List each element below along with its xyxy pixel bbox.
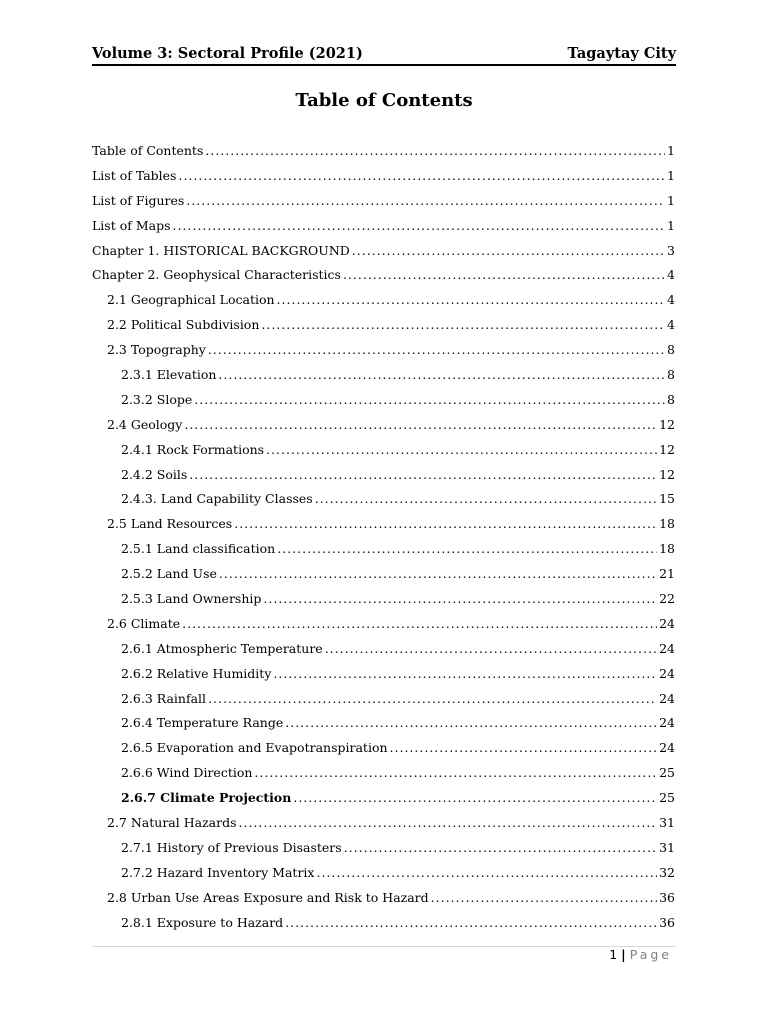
toc-entry-page: 18: [659, 541, 675, 557]
footer-page-number: 1: [609, 947, 618, 962]
toc-dot-leader: [182, 612, 657, 637]
toc-entry-label: 2.6.5 Evaporation and Evapotranspiration: [121, 740, 388, 756]
toc-entry-page: 1: [667, 217, 675, 233]
toc-dot-leader: [293, 786, 657, 811]
toc-entry-label: 2.3.2 Slope: [121, 391, 193, 407]
toc-entry[interactable]: [92, 413, 675, 438]
toc-entry-page: 24: [659, 615, 675, 631]
header-document-title: Volume 3: Sectoral Profile (2021): [92, 45, 363, 62]
toc-dot-leader: [234, 512, 657, 537]
toc-entry-label: 2.7.2 Hazard Inventory Matrix: [121, 864, 315, 880]
toc-dot-leader: [285, 711, 657, 736]
toc-entry[interactable]: [92, 836, 675, 861]
toc-entry-label: 2.3 Topography: [107, 342, 206, 358]
toc-entry-label: 2.3.1 Elevation: [121, 367, 217, 383]
toc-entry[interactable]: [92, 263, 675, 288]
toc-entry[interactable]: [92, 338, 675, 363]
toc-entry-label: 2.4 Geology: [107, 416, 183, 432]
toc-entry-label: 2.4.2 Soils: [121, 466, 188, 482]
toc-entry-page: 15: [659, 491, 675, 507]
toc-entry-page: 24: [659, 690, 675, 706]
toc-entry[interactable]: [92, 687, 675, 712]
toc-entry-label: List of Tables: [92, 167, 177, 183]
toc-entry[interactable]: [92, 911, 675, 936]
toc-dot-leader: [184, 413, 657, 438]
toc-entry-page: 31: [659, 839, 675, 855]
page-title: Table of Contents: [295, 90, 473, 111]
toc-entry-label: 2.5.3 Land Ownership: [121, 591, 262, 607]
toc-entry-page: 24: [659, 665, 675, 681]
toc-entry[interactable]: [92, 463, 675, 488]
toc-entry[interactable]: [92, 886, 675, 911]
toc-dot-leader: [219, 562, 657, 587]
toc-entry[interactable]: [92, 388, 675, 413]
toc-entry[interactable]: [92, 612, 675, 637]
toc-dot-leader: [218, 363, 665, 388]
toc-entry-page: 22: [659, 591, 675, 607]
toc-entry-label: 2.6.3 Rainfall: [121, 690, 207, 706]
toc-entry[interactable]: [92, 811, 675, 836]
toc-dot-leader: [390, 736, 658, 761]
toc-entry-page: 4: [667, 317, 675, 333]
toc-entry-label: 2.8.1 Exposure to Hazard: [121, 914, 284, 930]
toc-entry-page: 3: [667, 242, 675, 258]
toc-dot-leader: [239, 811, 658, 836]
toc-dot-leader: [431, 886, 657, 911]
toc-entry[interactable]: [92, 288, 675, 313]
toc-entry-label: 2.6 Climate: [107, 615, 181, 631]
toc-entry-page: 8: [667, 342, 675, 358]
toc-entry-label: 2.6.7 Climate Projection: [121, 790, 292, 806]
toc-entry-page: 4: [667, 292, 675, 308]
toc-dot-leader: [261, 313, 665, 338]
toc-entry-label: 2.6.2 Relative Humidity: [121, 665, 272, 681]
toc-entry-label: 2.8 Urban Use Areas Exposure and Risk to Hazard: [107, 889, 429, 905]
toc-entry-label: Chapter 2. Geophysical Characteristics: [92, 267, 341, 283]
footer-page-word: Page: [629, 947, 672, 962]
toc-entry[interactable]: [92, 861, 675, 886]
toc-entry-label: 2.2 Political Subdivision: [107, 317, 260, 333]
toc-entry-page: 31: [659, 815, 675, 831]
toc-entry[interactable]: [92, 164, 675, 189]
toc-entry-page: 24: [659, 715, 675, 731]
toc-entry[interactable]: [92, 139, 675, 164]
header-city-name: Tagaytay City: [567, 45, 676, 62]
toc-entry[interactable]: [92, 512, 675, 537]
toc-dot-leader: [178, 164, 665, 189]
toc-dot-leader: [208, 687, 657, 712]
toc-entry-label: 2.6.1 Atmospheric Temperature: [121, 640, 323, 656]
toc-entry-page: 8: [667, 391, 675, 407]
toc-dot-leader: [325, 637, 657, 662]
toc-entry-label: 2.1 Geographical Location: [107, 292, 275, 308]
toc-dot-leader: [194, 388, 665, 413]
toc-entry-label: Table of Contents: [92, 143, 204, 158]
toc-entry-page: 8: [667, 367, 675, 383]
table-of-contents: [92, 139, 675, 936]
toc-dot-leader: [266, 438, 657, 463]
toc-entry[interactable]: [92, 214, 675, 239]
toc-entry-label: 2.6.4 Temperature Range: [121, 715, 284, 731]
toc-entry-page: 36: [659, 914, 675, 930]
toc-entry-page: 25: [659, 790, 675, 806]
toc-dot-leader: [277, 288, 666, 313]
toc-entry-page: 1: [667, 192, 675, 208]
toc-entry[interactable]: [92, 537, 675, 562]
toc-entry-page: 32: [659, 864, 675, 880]
toc-entry[interactable]: [92, 487, 675, 512]
toc-entry[interactable]: [92, 313, 675, 338]
toc-entry-label: 2.6.6 Wind Direction: [121, 765, 253, 781]
toc-entry-page: 25: [659, 765, 675, 781]
toc-entry[interactable]: [92, 562, 675, 587]
toc-entry[interactable]: [92, 736, 675, 761]
toc-entry-page: 12: [659, 466, 675, 482]
toc-dot-leader: [343, 263, 665, 288]
toc-dot-leader: [277, 537, 657, 562]
toc-entry-label: Chapter 1. HISTORICAL BACKGROUND: [92, 242, 350, 258]
toc-dot-leader: [285, 911, 657, 936]
toc-entry[interactable]: [92, 363, 675, 388]
toc-entry[interactable]: [92, 761, 675, 786]
toc-dot-leader: [254, 761, 657, 786]
toc-dot-leader: [315, 487, 657, 512]
footer-separator: |: [621, 947, 626, 962]
toc-entry[interactable]: [92, 438, 675, 463]
toc-entry[interactable]: [92, 786, 675, 811]
toc-entry-page: 4: [667, 267, 675, 283]
toc-entry[interactable]: [92, 189, 675, 214]
toc-entry[interactable]: [92, 239, 675, 264]
toc-dot-leader: [186, 189, 665, 214]
toc-entry-page: 36: [659, 889, 675, 905]
toc-entry-page: 12: [659, 441, 675, 457]
toc-dot-leader: [273, 662, 657, 687]
toc-entry[interactable]: [92, 662, 675, 687]
toc-entry-label: 2.4.3. Land Capability Classes: [121, 491, 313, 507]
toc-dot-leader: [263, 587, 657, 612]
toc-entry[interactable]: [92, 587, 675, 612]
toc-dot-leader: [208, 338, 665, 363]
toc-entry-label: 2.5 Land Resources: [107, 516, 233, 532]
toc-entry-page: 24: [659, 740, 675, 756]
toc-entry-label: List of Maps: [92, 217, 171, 233]
toc-dot-leader: [344, 836, 657, 861]
toc-dot-leader: [352, 239, 665, 264]
toc-entry-page: 1: [667, 167, 675, 183]
toc-entry-page: 21: [659, 566, 675, 582]
toc-entry-label: 2.7.1 History of Previous Disasters: [121, 839, 342, 855]
toc-dot-leader: [316, 861, 657, 886]
toc-entry-label: 2.5.1 Land classification: [121, 541, 276, 557]
toc-entry[interactable]: [92, 637, 675, 662]
toc-entry-label: 2.5.2 Land Use: [121, 566, 217, 582]
page-footer: [609, 947, 672, 962]
toc-entry[interactable]: [92, 711, 675, 736]
page-header: [92, 42, 676, 66]
toc-entry-page: 12: [659, 416, 675, 432]
toc-entry-page: 1: [667, 143, 675, 158]
toc-entry-page: 18: [659, 516, 675, 532]
toc-entry-label: 2.7 Natural Hazards: [107, 815, 237, 831]
toc-entry-label: List of Figures: [92, 192, 185, 208]
toc-entry-page: 24: [659, 640, 675, 656]
toc-entry-label: 2.4.1 Rock Formations: [121, 441, 265, 457]
footer-divider: [92, 946, 676, 947]
toc-dot-leader: [189, 463, 657, 488]
toc-dot-leader: [205, 139, 665, 164]
toc-dot-leader: [173, 214, 666, 239]
